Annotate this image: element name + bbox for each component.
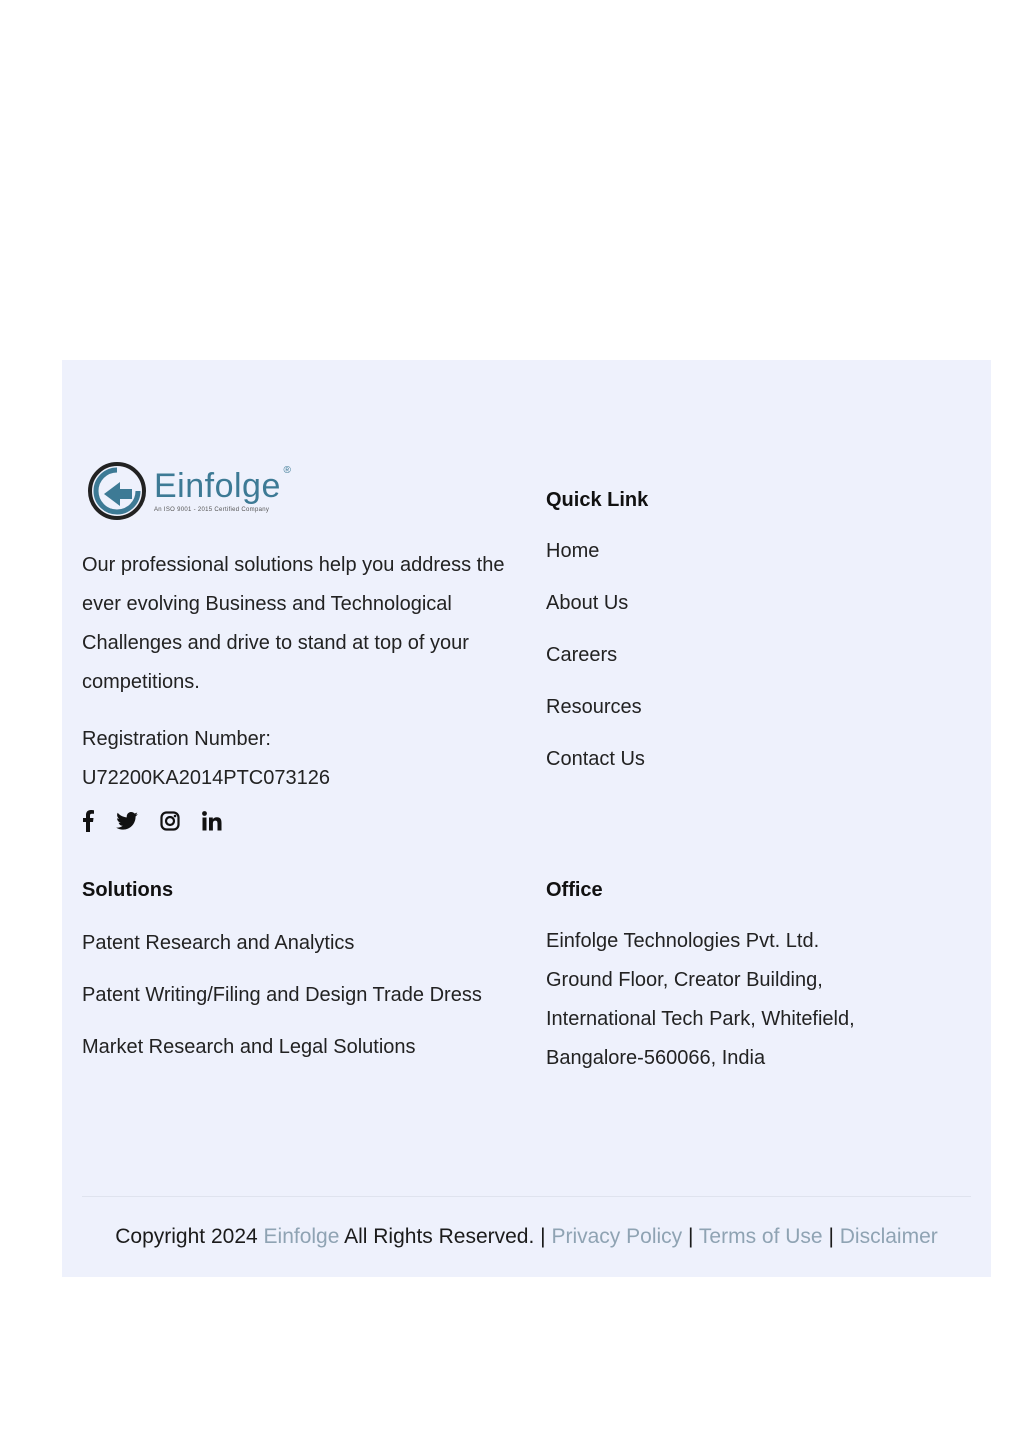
linkedin-icon[interactable] bbox=[202, 811, 222, 831]
solution-patent-writing[interactable]: Patent Writing/Filing and Design Trade Dress bbox=[82, 984, 482, 1006]
solution-patent-research[interactable]: Patent Research and Analytics bbox=[82, 932, 355, 954]
quick-link-heading: Quick Link bbox=[546, 489, 649, 511]
copyright-brand-link[interactable]: Einfolge bbox=[263, 1225, 340, 1248]
solutions-list bbox=[82, 930, 522, 1060]
company-description: Our professional solutions help you address the ever evolving Business and Technological Challenges and drive to stand at top of your competitions. bbox=[82, 554, 505, 693]
quick-link-careers[interactable]: Careers bbox=[546, 644, 618, 666]
disclaimer-link[interactable]: Disclaimer bbox=[839, 1225, 938, 1248]
logo-mark-icon bbox=[86, 460, 148, 522]
copyright-rights: All Rights Reserved. | bbox=[339, 1225, 552, 1248]
quick-link-list bbox=[546, 538, 966, 772]
quick-link-about-us[interactable]: About Us bbox=[546, 592, 629, 614]
facebook-icon[interactable] bbox=[82, 810, 94, 832]
footer-divider bbox=[82, 1196, 971, 1197]
logo-tagline: An ISO 9001 - 2015 Certified Company bbox=[154, 507, 270, 513]
solution-market-research[interactable]: Market Research and Legal Solutions bbox=[82, 1036, 416, 1058]
logo-registered-mark: ® bbox=[283, 465, 291, 476]
office-address-line: International Tech Park, Whitefield, bbox=[546, 1008, 855, 1030]
office-address-line: Ground Floor, Creator Building, bbox=[546, 969, 823, 991]
office-address-line: Bangalore-560066, India bbox=[546, 1047, 766, 1069]
footer-about-column bbox=[82, 460, 522, 836]
solutions-heading: Solutions bbox=[82, 879, 174, 901]
logo-name: Einfolge bbox=[154, 467, 281, 505]
footer-solutions-column bbox=[82, 878, 522, 1086]
brand-logo[interactable] bbox=[86, 460, 522, 522]
registration-label: Registration Number: bbox=[82, 728, 271, 750]
copyright-separator: | bbox=[682, 1225, 699, 1248]
privacy-policy-link[interactable]: Privacy Policy bbox=[551, 1225, 683, 1248]
office-address bbox=[546, 922, 966, 1078]
site-footer bbox=[62, 360, 991, 1277]
copyright-bar bbox=[62, 1222, 991, 1252]
social-links bbox=[82, 806, 522, 836]
copyright-separator: | bbox=[822, 1225, 840, 1248]
footer-office-column bbox=[546, 878, 966, 1078]
copyright-prefix: Copyright 2024 bbox=[115, 1225, 264, 1248]
office-address-line: Einfolge Technologies Pvt. Ltd. bbox=[546, 930, 820, 952]
quick-link-resources[interactable]: Resources bbox=[546, 696, 642, 718]
instagram-icon[interactable] bbox=[160, 811, 180, 831]
office-heading: Office bbox=[546, 879, 603, 901]
footer-quick-links-column bbox=[546, 488, 966, 798]
registration-number: U72200KA2014PTC073126 bbox=[82, 767, 330, 789]
quick-link-contact-us[interactable]: Contact Us bbox=[546, 748, 645, 770]
terms-of-use-link[interactable]: Terms of Use bbox=[698, 1225, 823, 1248]
quick-link-home[interactable]: Home bbox=[546, 540, 600, 562]
registration-info bbox=[82, 720, 522, 798]
twitter-icon[interactable] bbox=[116, 812, 138, 830]
logo-wordmark bbox=[154, 465, 291, 513]
